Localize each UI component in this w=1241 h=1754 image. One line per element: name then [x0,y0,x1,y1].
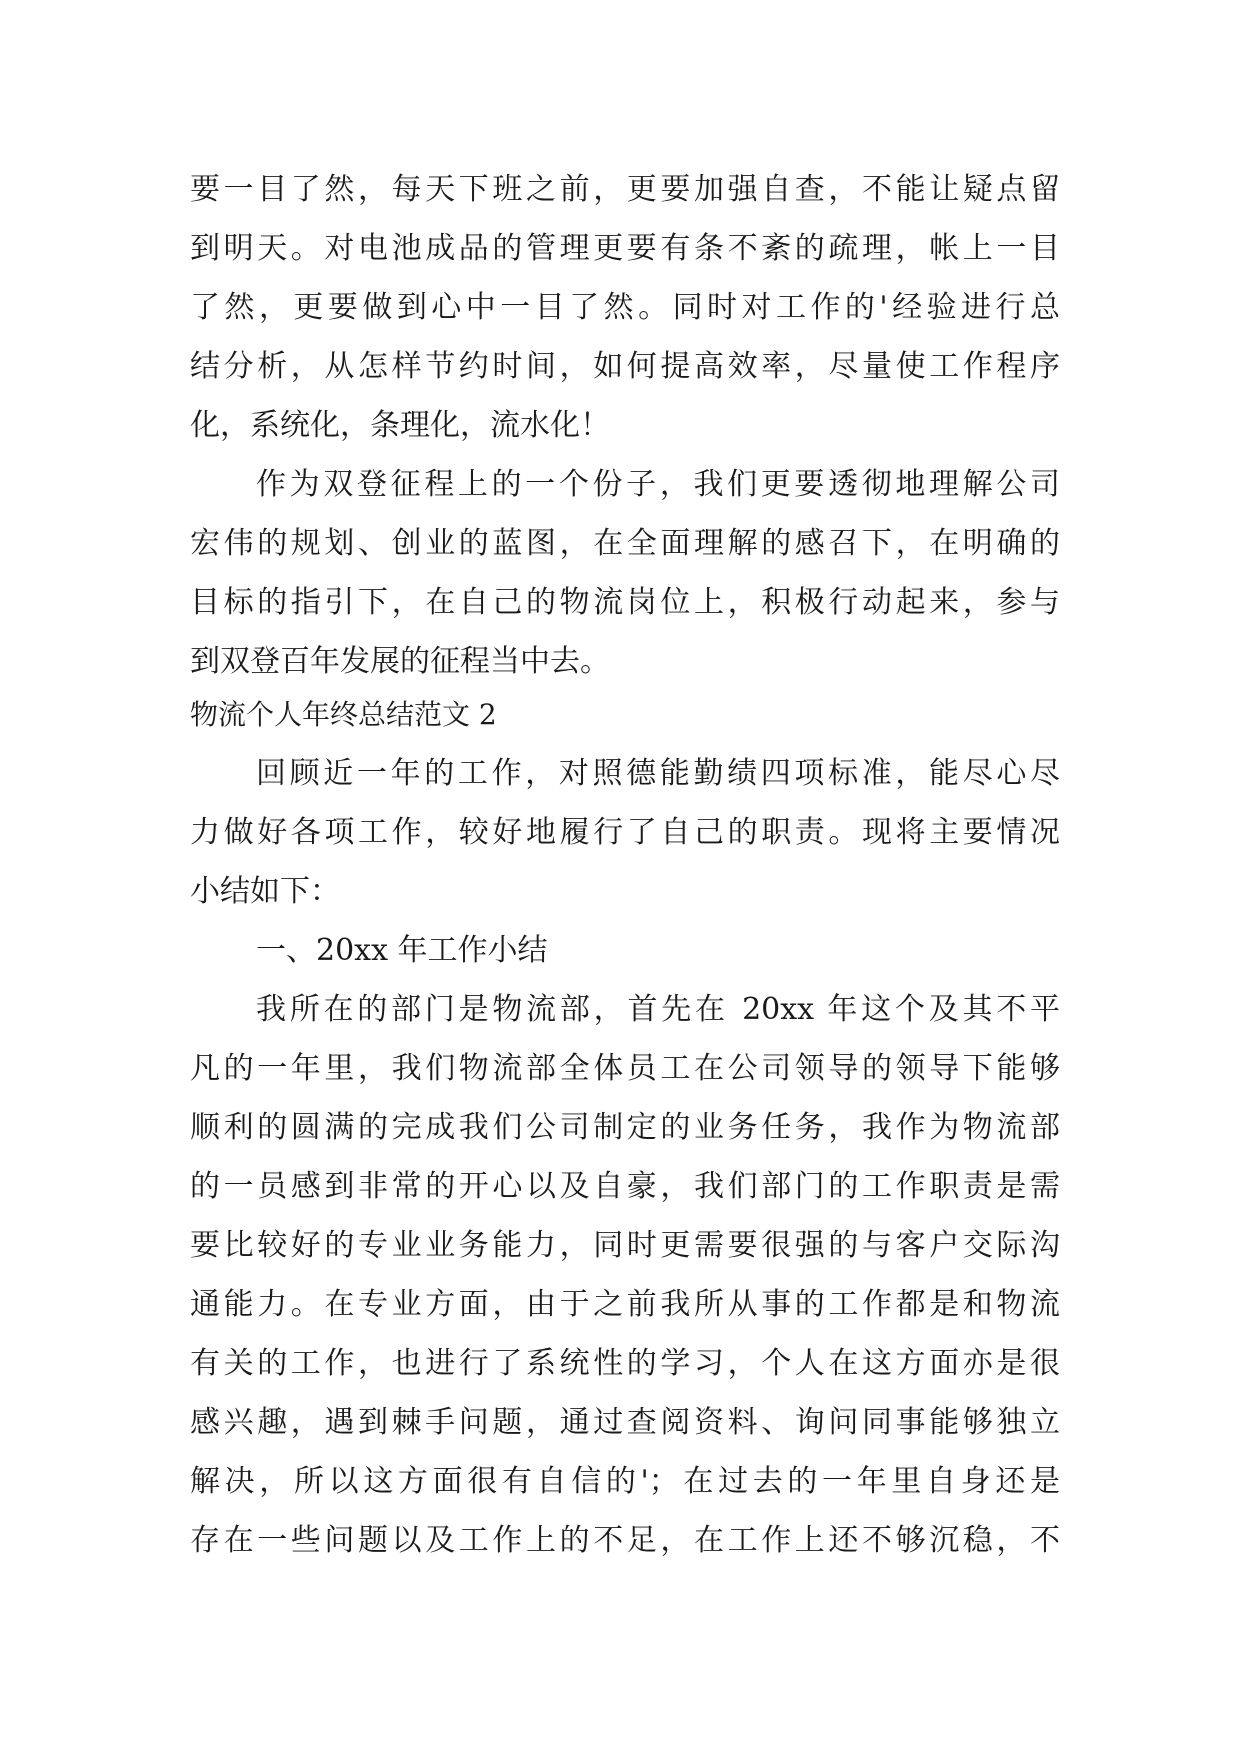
text-line: 要比较好的专业业务能力，同时更需要很强的与客户交际沟 [190,1228,1060,1263]
section-heading: 物流个人年终总结范文 2 [190,698,497,731]
text-line: 要一目了然，每天下班之前，更要加强自查，不能让疑点留 [190,172,1060,207]
paragraph-first-line: 回顾近一年的工作，对照德能勤绩四项标准，能尽心尽 [256,756,1060,791]
text-line: 力做好各项工作，较好地履行了自己的职责。现将主要情况 [190,815,1060,850]
text-line: 结分析，从怎样节约时间，如何提高效率，尽量使工作程序 [190,349,1060,384]
text-line: 解决，所以这方面很有自信的'；在过去的一年里自身还是 [190,1464,1060,1499]
text-line: 感兴趣，遇到棘手问题，通过查阅资料、询问同事能够独立 [190,1405,1060,1440]
paragraph-first-line: 作为双登征程上的一个份子，我们更要透彻地理解公司 [256,467,1060,502]
text-line: 目标的指引下，在自己的物流岗位上，积极行动起来，参与 [190,585,1060,620]
text-line: 了然，更要做到心中一目了然。同时对工作的'经验进行总 [190,290,1060,325]
text-line: 凡的一年里，我们物流部全体员工在公司领导的领导下能够 [190,1051,1060,1086]
text-line: 到明天。对电池成品的管理更要有条不紊的疏理，帐上一目 [190,231,1060,266]
paragraph-first-line: 我所在的部门是物流部，首先在 20xx 年这个及其不平 [256,992,1060,1027]
text-line: 存在一些问题以及工作上的不足，在工作上还不够沉稳，不 [190,1523,1060,1558]
text-line: 小结如下： [190,874,340,909]
subsection-heading: 一、20xx 年工作小结 [256,933,548,968]
text-line: 有关的工作，也进行了系统性的学习，个人在这方面亦是很 [190,1346,1060,1381]
text-line: 顺利的圆满的完成我们公司制定的业务任务，我作为物流部 [190,1110,1060,1145]
text-line: 化，系统化，条理化，流水化！ [190,408,610,443]
text-line: 宏伟的规划、创业的蓝图，在全面理解的感召下，在明确的 [190,526,1060,561]
text-line: 通能力。在专业方面，由于之前我所从事的工作都是和物流 [190,1287,1060,1322]
text-line: 到双登百年发展的征程当中去。 [190,644,610,679]
text-line: 的一员感到非常的开心以及自豪，我们部门的工作职责是需 [190,1169,1060,1204]
